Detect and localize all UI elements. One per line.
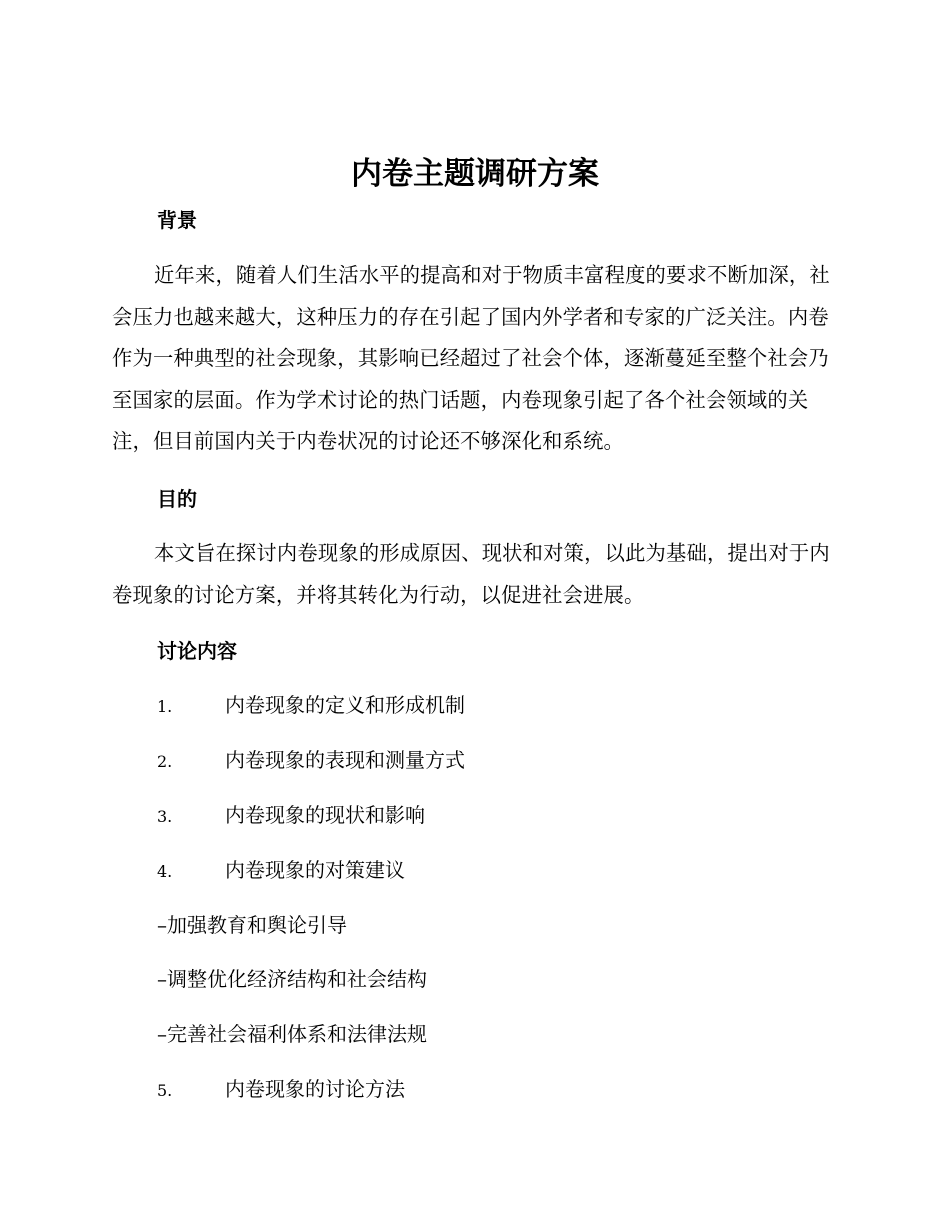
list-item-number: 4. [157,862,173,881]
purpose-heading: 目的 [157,487,197,511]
list-item [157,689,465,721]
list-item-number: 3. [157,807,173,826]
list-item [157,854,405,886]
list-item [157,1073,405,1105]
list-item-text: 内卷现象的表现和测量方式 [225,748,465,772]
content-heading: 讨论内容 [157,639,237,663]
list-item [157,744,465,776]
list-item-text: 内卷现象的定义和形成机制 [225,693,465,717]
list-item-number: 1. [157,697,173,716]
purpose-paragraph: 本文旨在探讨内卷现象的形成原因、现状和对策，以此为基础，提出对于内卷现象的讨论方案，并将其转化为行动，以促进社会进展。 [112,541,830,607]
list-item [157,799,425,831]
sub-list-item: –加强教育和舆论引导 [157,913,347,937]
list-item-text: 内卷现象的现状和影响 [225,803,425,827]
list-item-number: 2. [157,752,173,771]
list-item-text: 内卷现象的对策建议 [225,858,405,882]
background-paragraph: 近年来，随着人们生活水平的提高和对于物质丰富程度的要求不断加深，社会压力也越来越大，这种压力的存在引起了国内外学者和专家的广泛关注。内卷作为一种典型的社会现象，其影响已经超过了社会个体，逐渐蔓延至整个社会乃至国家的层面。作为学术讨论的热门话题，内卷现象引起了各个社会领域的关注，但目前国内关于内卷状况的讨论还不够深化和系统。 [112,263,830,453]
sub-list-item: –完善社会福利体系和法律法规 [157,1022,427,1046]
list-item-number: 5. [157,1081,173,1100]
sub-list-item: –调整优化经济结构和社会结构 [157,967,427,991]
background-heading: 背景 [157,208,197,232]
list-item-text: 内卷现象的讨论方法 [225,1077,405,1101]
document-title: 内卷主题调研方案 [351,156,599,192]
